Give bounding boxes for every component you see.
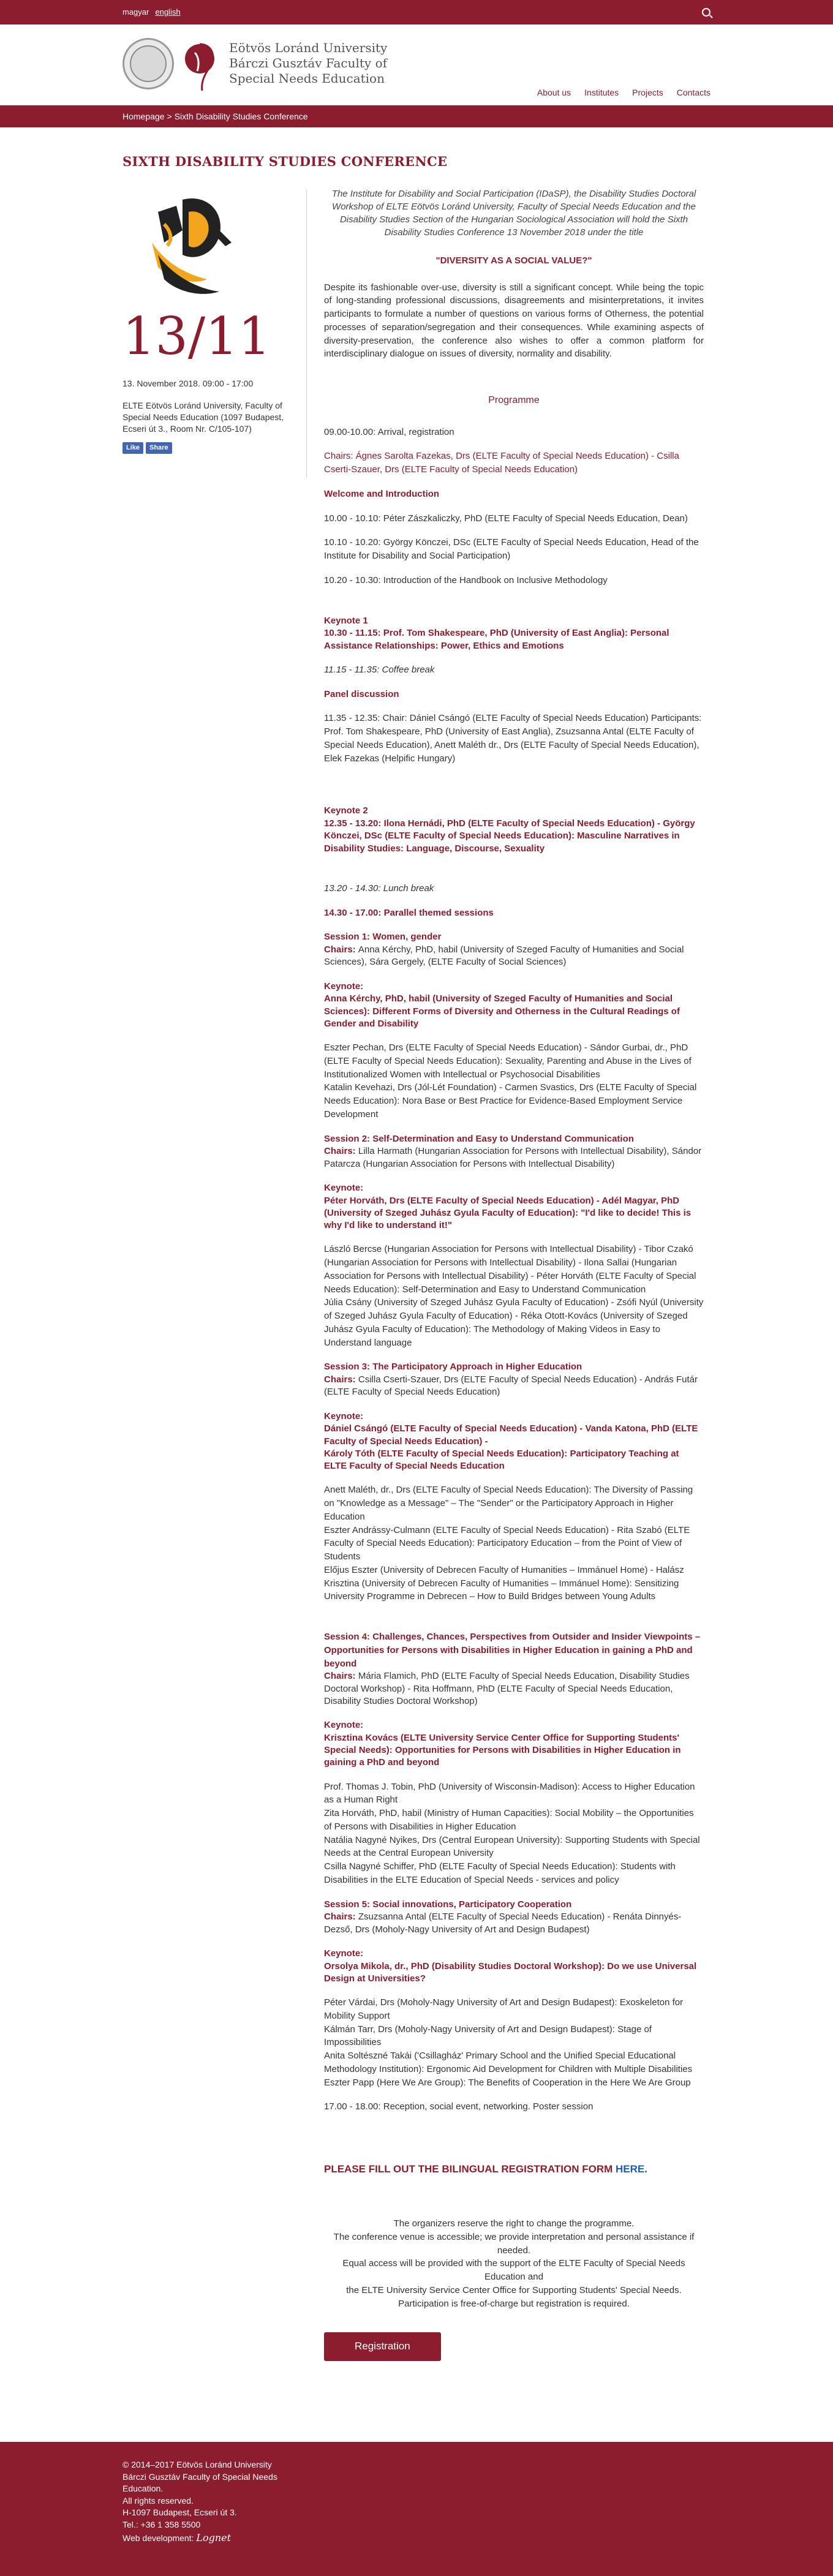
coffee-break: 11.15 - 11.35: Coffee break — [324, 664, 435, 675]
breadcrumb-home[interactable]: Homepage — [123, 111, 165, 121]
nav-projects[interactable]: Projects — [632, 88, 663, 97]
search-icon[interactable] — [702, 8, 710, 17]
session-2-keynote: Péter Horváth, Drs (ELTE Faculty of Special Needs Education) - Adél Magyar, PhD (University of Szeged Juhász Gyula Faculty of Education): "I'd like to decide! This is why I'd like to understand it!" — [324, 1195, 692, 1231]
session-3-chairs — [324, 1374, 704, 1399]
breadcrumb-separator: > — [167, 111, 172, 121]
webdev-logo[interactable]: Lognet — [196, 2531, 232, 2544]
footer-rights: All rights reserved. — [123, 2495, 194, 2506]
registration-form-prompt — [324, 2163, 704, 2177]
page-title: SIXTH DISABILITY STUDIES CONFERENCE — [123, 154, 448, 169]
footer-copyright: © 2014–2017 Eötvös Loránd University — [123, 2460, 272, 2469]
chairs-names: Mária Flamich, PhD (ELTE Faculty of Special Needs Education, Disability Studies Doctoral Workshop) - Rita Hoffmann, PhD (ELTE Faculty of Special Needs Education, Disability Studies Doctoral Workshop) — [324, 1671, 690, 1706]
session-2-talks: László Bercse (Hungarian Association for Persons with Intellectual Disability) - Tibor Czakó (Hungarian Association for Persons with Intellectual Disability) - Ilona Sallai (Hungarian Association for Persons with Intellectual Disability) - Péter Horváth (ELTE Faculty of Special Needs Education): Self-Determination and Easy to Understand Communication Júlia Csány (University of Szeged Juhász Gyula Faculty of Education) - Zsófi Nyúl (University of Szeged Juhász Gyula Faculty of Education) - Réka Otott-Kovács (University of Szeged Juhász Gyula Faculty of Education): The Methodology of Making Videos in Easy to Understand language — [324, 1244, 704, 1348]
intro-text: The Institute for Disability and Social Participation (IDaSP), the Disability Studies Doctoral Workshop of ELTE Eötvös Loránd University, Faculty of Special Needs Education and the Disability Studies Section of the Hungarian Sociological Association will hold the Sixth Disability Studies Conference 13 November 2018 under the title — [331, 189, 696, 238]
session-3-talks: Anett Maléth, dr., Drs (ELTE Faculty of Special Needs Education): The Diversity of Passing on "Knowledge as a Message" – The "Sender" or the Participatory Approach in Higher Education Eszter Andrássy-Culmann (ELTE Faculty of Special Needs Education) - Rita Szabó (ELTE Faculty of Special Needs Education): Participatory Education – from the Point of View of Students Előjus Eszter (University of Debrecen Faculty of Humanities – Immánuel Home) - Halász Krisztina (University of Debrecen Faculty of Humanities – Immánuel Home): Sensitizing University Programme in Debrecen – How to Build Bridges between Young Adults — [324, 1485, 693, 1602]
session-5-title: Session 5: Social innovations, Participatory Cooperation — [324, 1899, 572, 1910]
session-1-title: Session 1: Women, gender — [324, 932, 442, 943]
session-4-keynote: Krisztina Kovács (ELTE University Service Center Office for Supporting Students' Special Needs): Opportunities for Persons with Disabilities in Higher Education in gaining a PhD and beyond — [324, 1732, 681, 1768]
faculty-logo-icon[interactable] — [180, 37, 223, 92]
footer-faculty: Bárczi Gusztáv Faculty of Special Needs — [123, 2471, 277, 2482]
session-5-keynote-label: Keynote: — [324, 1948, 364, 1959]
session-4-chairs — [324, 1670, 704, 1708]
organizer-notice: The organizers reserve the right to change the programme. The conference venue is accessible; we provide interpretation and personal assistance if needed. Equal access will be provided with the support of the ELTE Faculty of Special Needs Education and the ELTE University Service Center Office for Supporting Students' Special Needs. Participation is free-of-charge but registration is required. — [333, 2218, 695, 2309]
chairs-label: Chairs: — [324, 1146, 358, 1157]
keynote-1-heading: Keynote 1 — [324, 615, 368, 626]
chairs-label: Chairs: — [324, 944, 358, 955]
session-1-keynote: Anna Kérchy, PhD, habil (University of Szeged Faculty of Humanities and Social Sciences): Different Forms of Diversity and Otherness in the Cultural Readings of Gender and Disability — [324, 993, 680, 1029]
event-date-time: 13. November 2018. 09:00 - 17:00 — [123, 378, 254, 388]
chairs-names: Zsuzsanna Antal (ELTE Faculty of Special Needs Education) - Renáta Dinnyés-Dezső, Drs (Moholy-Nagy University of Art and Design Budapest) — [324, 1911, 682, 1935]
registration-form-end: . — [644, 2163, 647, 2175]
session-5-chairs — [324, 1911, 704, 1936]
welcome-item: 10.00 - 10.10: Péter Zászkaliczky, PhD (ELTE Faculty of Special Needs Education, Dean) — [324, 513, 688, 524]
site-header — [0, 24, 833, 105]
lunch-break: 13.20 - 14.30: Lunch break — [324, 883, 434, 894]
top-bar — [0, 0, 833, 24]
chairs-label: Chairs: — [324, 1911, 358, 1923]
university-seal-icon[interactable] — [123, 38, 174, 89]
session-1-keynote-label: Keynote: — [324, 981, 364, 992]
session-3-keynote: Dániel Csángó (ELTE Faculty of Special Needs Education) - Vanda Katona, PhD (ELTE Faculty of Special Needs Education) - Károly Tóth (ELTE Faculty of Special Needs Education): Participatory Teaching at ELTE Faculty of Special Needs Education — [324, 1423, 698, 1472]
welcome-heading: Welcome and Introduction — [324, 488, 440, 499]
social-share — [123, 442, 294, 454]
keynote-2-heading: Keynote 2 — [324, 805, 368, 816]
session-5-keynote: Orsolya Mikola, dr., PhD (Disability Studies Doctoral Workshop): Do we use Universal Design at Universities? — [324, 1960, 697, 1984]
chairs-label: Chairs: — [324, 1374, 358, 1385]
facebook-share-button[interactable]: Share — [146, 442, 172, 454]
nav-about-us[interactable]: About us — [537, 88, 571, 97]
registration-form-text: PLEASE FILL OUT THE BILINGUAL REGISTRATION FORM — [324, 2163, 616, 2175]
keynote-2-text: 12.35 - 13.20: Ilona Hernádi, PhD (ELTE Faculty of Special Needs Education) - György Könczei, DSc (ELTE Faculty of Special Needs Education): Masculine Narratives in Disability Studies: Language, Discourse, Sexuality — [324, 818, 695, 854]
lang-english-link[interactable]: english — [155, 7, 181, 17]
session-3-title: Session 3: The Participatory Approach in Higher Education — [324, 1361, 582, 1373]
conference-logo-image — [140, 187, 244, 310]
closing-event: 17.00 - 18.00: Reception, social event, networking. Poster session — [324, 2101, 594, 2112]
keynote-1-text: 10.30 - 11.15: Prof. Tom Shakespeare, PhD (University of East Anglia): Personal Assistance Relationships: Power, Ethics and Emotions — [324, 628, 669, 651]
programme-chairs: Chairs: Ágnes Sarolta Fazekas, Drs (ELTE Faculty of Special Needs Education) - Csilla Cserti-Szauer, Drs (ELTE Faculty of Special Needs Education) — [324, 451, 679, 475]
breadcrumb — [0, 105, 833, 127]
registration-button[interactable]: Registration — [324, 2332, 441, 2361]
session-1-talks: Eszter Pechan, Drs (ELTE Faculty of Special Needs Education) - Sándor Gurbai, dr., PhD (ELTE Faculty of Special Needs Education): Sexuality, Parenting and Abuse in the Lives of Institutionalized Women with Intellectual or Psychosocial Disabilities Katalin Kevehazi, Drs (Jól-Lét Foundation) - Carmen Svastics, Drs (ELTE Faculty of Special Needs Education): Nora Base or Best Practice for Evidence-Based Employment Service Development — [324, 1042, 697, 1120]
session-4-title: Session 4: Challenges, Chances, Perspectives from Outsider and Insider Viewpoints – Opportunities for Persons with Disabilities in Higher Education in gaining a PhD and beyond — [324, 1632, 701, 1669]
session-4-talks: Prof. Thomas J. Tobin, PhD (University of Wisconsin-Madison): Access to Higher Education as a Human Right Zita Horváth, PhD, habil (Ministry of Human Capacities): Social Mobility – the Opportunities of Persons with Disabilities in Higher Education Natália Nagyné Nyikes, Drs (Central European University): Supporting Students with Special Needs at the Central European University Csilla Nagyné Schiffer, PhD (ELTE Faculty of Special Needs Education): Students with Disabilities in the ELTE Education of Special Needs - services and policy — [324, 1781, 700, 1885]
event-details — [324, 187, 704, 2361]
event-date-big: 13/11 — [123, 306, 271, 366]
chairs-names: Lilla Harmath (Hungarian Association for Persons with Intellectual Disability), Sándor Patarcza (Hungarian Association for Persons with Intellectual Disability) — [324, 1146, 702, 1169]
university-name-line1: Eötvös Loránd University — [229, 40, 388, 55]
programme-arrival: 09.00-10.00: Arrival, registration — [324, 426, 454, 437]
university-name-line2: Bárczi Gusztáv Faculty of — [229, 56, 388, 70]
description-text: Despite its fashionable over-use, diversity is still a significant concept. While being the topic of long-standing professional discussions, disagreements and misinterpretations, it invites participants to formulate a number of questions on various forms of Otherness, the potential processes of separation/segregation and their consequences. While examining aspects of diversity-preservation, the conference also wishes to offer a common platform for interdisciplinary dialogue on issues of diversity, normality and disability. — [324, 282, 704, 360]
chairs-names: Anna Kérchy, PhD, habil (University of Szeged Faculty of Humanities and Social Sciences), Sára Gergely, (ELTE Faculty of Social Sciences) — [324, 944, 684, 968]
welcome-item: 10.10 - 10.20: György Könczei, DSc (ELTE Faculty of Special Needs Education, Head of the Institute for Disability and Social Participation) — [324, 537, 699, 562]
session-3-keynote-label: Keynote: — [324, 1410, 364, 1422]
facebook-like-button[interactable]: Like — [123, 442, 143, 454]
session-5-talks: Péter Várdai, Drs (Moholy-Nagy University of Art and Design Budapest): Exoskeleton for Mobility Support Kálmán Tarr, Drs (Moholy-Nagy University of Art and Design Budapest): Stage of Impossibilities Anita Soltészné Takái ('Csillagház' Primary School and the Unified Special Educational Methodology Institution): Ergonomic Aid Development for Children with Multiple Disabilities Eszter Papp (Here We Are Group): The Benefits of Cooperation in the Here We Are Group — [324, 1997, 693, 2088]
chairs-names: Csilla Cserti-Szauer, Drs (ELTE Faculty of Special Needs Education) - András Futár (ELTE Faculty of Special Needs Education) — [324, 1374, 698, 1398]
university-name-line3: Special Needs Education — [229, 71, 385, 86]
session-4-keynote-label: Keynote: — [324, 1720, 364, 1731]
breadcrumb-current: Sixth Disability Studies Conference — [174, 111, 308, 121]
footer-webdev — [123, 2531, 710, 2545]
conference-motto: "DIVERSITY AS A SOCIAL VALUE?" — [435, 255, 592, 266]
site-footer — [0, 2442, 833, 2576]
main-content — [0, 187, 833, 2361]
footer-faculty-end: Education. — [123, 2484, 164, 2494]
parallel-sessions-heading: 14.30 - 17.00: Parallel themed sessions — [324, 907, 494, 918]
university-name[interactable] — [229, 40, 387, 86]
lang-hungarian-link[interactable]: magyar — [123, 7, 149, 17]
session-2-keynote-label: Keynote: — [324, 1182, 364, 1193]
nav-contacts[interactable]: Contacts — [676, 88, 710, 97]
session-2-chairs — [324, 1145, 704, 1170]
nav-institutes[interactable]: Institutes — [584, 88, 619, 97]
panel-text: 11.35 - 12.35: Chair: Dániel Csángó (ELTE Faculty of Special Needs Education) Participants: Prof. Tom Shakespeare, PhD (University of East Anglia), Zsuzsanna Antal (ELTE Faculty of Special Needs Education), Anett Maléth dr., Drs (ELTE Faculty of Special Needs Education), Elek Fazekas (Helpific Hungary) — [324, 713, 702, 764]
event-sidebar — [123, 187, 306, 2361]
programme-title: Programme — [488, 395, 540, 406]
footer-address: H-1097 Budapest, Ecseri út 3. — [123, 2507, 237, 2518]
chairs-label: Chairs: — [324, 1671, 358, 1682]
registration-form-link[interactable]: HERE — [616, 2163, 645, 2175]
webdev-label: Web development: — [123, 2533, 197, 2543]
session-2-title: Session 2: Self-Determination and Easy to Understand Communication — [324, 1133, 634, 1144]
footer-phone: Tel.: +36 1 358 5500 — [123, 2519, 201, 2529]
session-1-chairs — [324, 944, 704, 969]
event-venue: ELTE Eötvös Loránd University, Faculty of Special Needs Education (1097 Budapest, Ecseri út 3., Room Nr. C/105-107) — [123, 401, 284, 434]
welcome-item: 10.20 - 10.30: Introduction of the Handbook on Inclusive Methodology — [324, 574, 608, 586]
column-divider — [306, 190, 307, 478]
panel-heading: Panel discussion — [324, 688, 399, 699]
main-nav — [537, 87, 710, 99]
